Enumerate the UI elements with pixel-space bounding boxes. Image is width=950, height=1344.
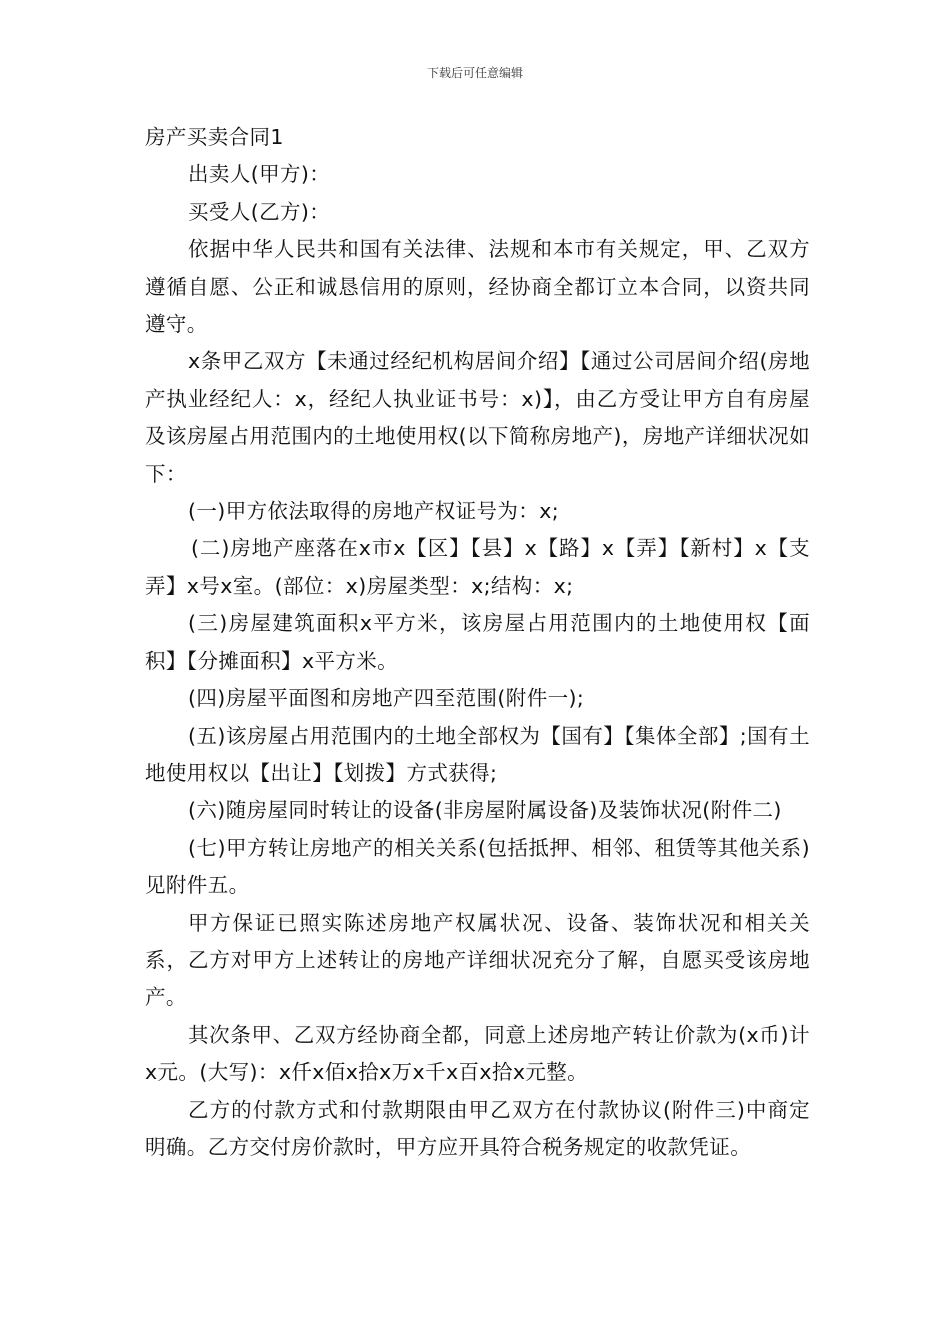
document-title: 房产买卖合同1 — [145, 125, 284, 149]
paragraph: (七)甲方转让房地产的相关关系(包括抵押、相邻、租赁等其他关系)见附件五。 — [145, 835, 810, 898]
paragraph: 出卖人(甲方)： — [188, 162, 331, 187]
paragraph: (四)房屋平面图和房地产四至范围(附件一); — [188, 686, 585, 711]
paragraph: 依据中华人民共和国有关法律、法规和本市有关规定，甲、乙双方遵循自愿、公正和诚恳信用的原则，经协商全都订立本合同，以资共同遵守。 — [145, 237, 810, 337]
paragraph: 买受人(乙方)： — [188, 199, 331, 224]
paragraph: 甲方保证已照实陈述房地产权属状况、设备、装饰状况和相关关系，乙方对甲方上述转让的房地产详细状况充分了解，自愿买受该房地产。 — [145, 910, 810, 1010]
paragraph: (五)该房屋占用范围内的土地全部权为【国有】【集体全部】;国有土地使用权以【出让】【划拨】方式获得; — [145, 723, 810, 785]
document-body — [145, 119, 810, 1166]
paragraph: (三)房屋建筑面积x平方米，该房屋占用范围内的土地使用权【面积】【分摊面积】x平方米。 — [145, 611, 810, 673]
paragraph: x条甲乙双方【未通过经纪机构居间介绍】【通过公司居间介绍(房地产执业经纪人：x，经纪人执业证书号：x)】，由乙方受让甲方自有房屋及该房屋占用范围内的土地使用权(以下简称房地产)，房地产详细状况如下： — [145, 349, 810, 486]
paragraph: (六)随房屋同时转让的设备(非房屋附属设备)及装饰状况(附件二) — [188, 798, 782, 823]
paragraph: (一)甲方依法取得的房地产权证号为：x; — [188, 499, 560, 524]
page-header-note: 下载后可任意编辑 — [426, 66, 523, 80]
paragraph: 其次条甲、乙双方经协商全都，同意上述房地产转让价款为(x币)计x元。(大写)：x仟x佰x拾x万x千x百x拾x元整。 — [145, 1022, 810, 1085]
paragraph: 乙方的付款方式和付款期限由甲乙双方在付款协议(附件三)中商定明确。乙方交付房价款时，甲方应开具符合税务规定的收款凭证。 — [145, 1097, 810, 1159]
paragraph: (二)房地产座落在x市x【区】【县】x【路】x【弄】【新村】x【支弄】x号x室。(部位：x)房屋类型：x;结构：x; — [145, 536, 810, 598]
